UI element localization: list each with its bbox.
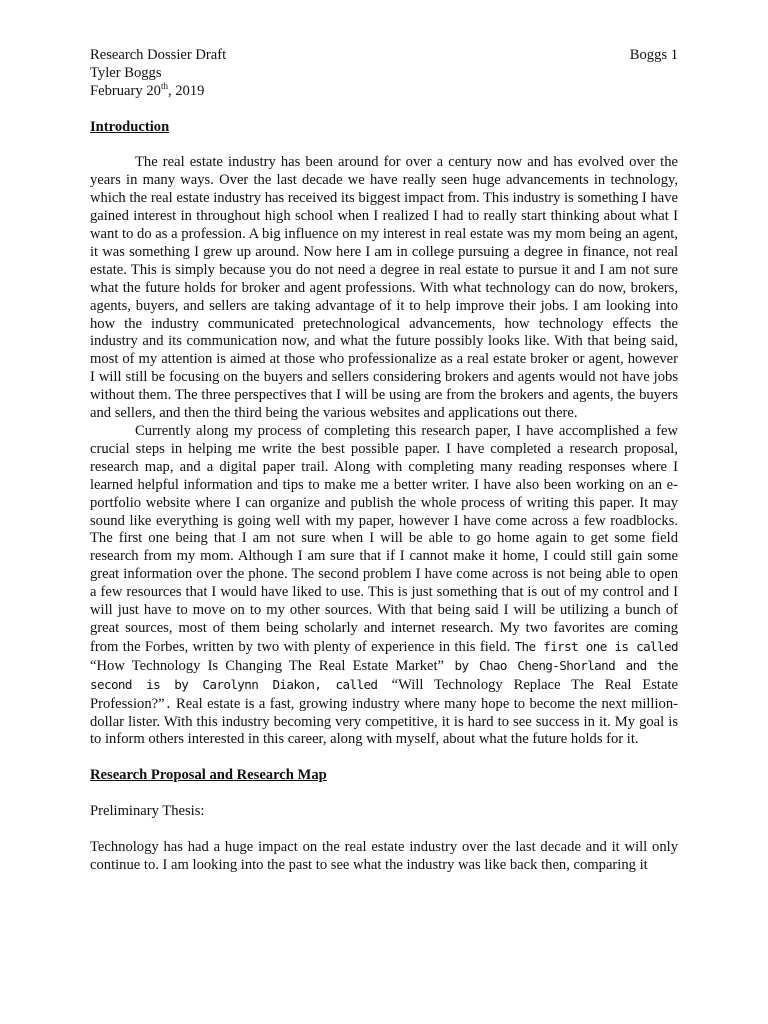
introduction-paragraph-2: Currently along my process of completing this research paper, I have accomplished a few crucial steps in helping me write the best possible paper. I have completed a research proposal, research map, and a digital paper trail. Along with completing many reading responses where I learned helpful information and tips to make me a better writer. I have also been working on an e-portfolio website where I can organize and publish the whole process of writing this paper. It may sound like everything is going well with my paper, however I have come across a few roadblocks. The first one being that I am not sure when I will be able to go home again to get some field research from my mom. Although I am sure that if I cannot make it home, I could still gain some great information over the phone. The second problem I have come across is not being able to open a few resources that I would have liked to use. This is just something that is out of my control and I will just have to move on to my other sources. With that being said I will be utilizing a bunch of great sources, most of them being scholarly and internet research. My two favorites are coming from the Forbes, written by two with plenty of experience in this field. The first one is called “How Technology Is Changing The Real Estate Market” by Chao Cheng-Shorland and the second is by Carolynn Diakon, called “Will Technology Replace The Real Estate Profession?”. Real estate is a fast, growing industry where many hope to become the next million-dollar lister. With this industry becoming very competitive, it is hard to see success in it. My goal is to inform others interested in this career, along with myself, about what the future holds for it. <box>90 423 678 748</box>
introduction-heading: Introduction <box>90 118 170 135</box>
document-title: Research Dossier Draft <box>90 47 227 63</box>
spacer <box>90 785 678 803</box>
spacer <box>90 137 678 155</box>
running-head: Boggs 1 <box>629 47 678 63</box>
spacer <box>90 749 678 767</box>
document-date: February 20th, 2019 <box>90 80 205 99</box>
spacer <box>90 821 678 839</box>
introduction-paragraph-1: The real estate industry has been around for over a century now and has evolved over the years in many ways. Over the last decade we have really seen huge advancements in technology, which the real estate industry has received its biggest impact from. This industry is something I have gained interest in throughout high school when I realized I had to really start thinking about what I want to do as a profession. A big influence on my interest in real estate was my mom being an agent, it was something I grew up around. Now here I am in college pursuing a degree in finance, not real estate. This is simply because you do not need a degree in real estate to pursue it and I am not sure what the future holds for broker and agent professions. With what technology can do now, brokers, agents, buyers, and sellers are taking advantage of it to help improve their jobs. I am looking into how the industry communicated pretechnological advancements, how technology effects the industry and its communication now, and what the future possibly looks like. With that being said, most of my attention is aimed at those who professionalize as a real estate broker or agent, however I will still be focusing on the buyers and sellers considering brokers and agents would not have jobs without them. The three perspectives that I will be using are from the brokers and agents, the buyers and sellers, and then the third being the various websites and applications out there. <box>90 154 678 422</box>
document-page <box>90 47 678 875</box>
header-first-line <box>90 47 678 65</box>
preliminary-thesis-label: Preliminary Thesis: <box>90 803 205 819</box>
spacer <box>90 101 678 119</box>
author-name: Tyler Boggs <box>90 64 162 81</box>
research-section-heading: Research Proposal and Research Map <box>90 767 327 784</box>
thesis-paragraph: Technology has had a huge impact on the real estate industry over the last decade and it will only continue to. I am looking into the past to see what the industry was like back then, comparing it <box>90 838 678 873</box>
